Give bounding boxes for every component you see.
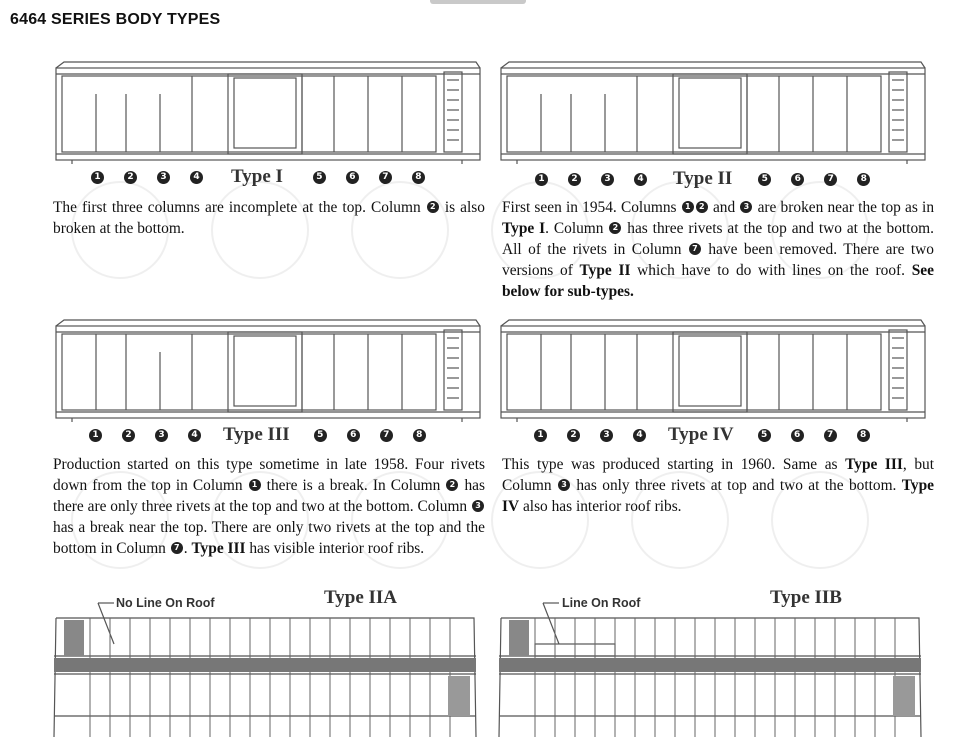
column-marker: 8 bbox=[413, 429, 426, 442]
column-marker: 4 bbox=[633, 429, 646, 442]
type-label: Type III bbox=[223, 424, 290, 445]
column-numbers-type-2 bbox=[535, 168, 870, 190]
column-marker: 8 bbox=[857, 429, 870, 442]
page-title: 6464 SERIES BODY TYPES bbox=[10, 11, 221, 28]
column-marker: 1 bbox=[535, 173, 548, 186]
column-numbers-type-3 bbox=[89, 424, 426, 446]
column-marker: 6 bbox=[346, 171, 359, 184]
column-marker: 6 bbox=[791, 173, 804, 186]
column-marker: 3 bbox=[157, 171, 170, 184]
roof-note-no-line: No Line On Roof bbox=[116, 596, 215, 610]
column-marker: 5 bbox=[313, 171, 326, 184]
column-marker: 7 bbox=[379, 171, 392, 184]
roof-type-iia-title: Type IIA bbox=[324, 587, 398, 608]
type-label: Type I bbox=[231, 166, 283, 187]
column-marker: 4 bbox=[190, 171, 203, 184]
column-marker: 8 bbox=[857, 173, 870, 186]
column-marker: 3 bbox=[155, 429, 168, 442]
roof-type-iib-title: Type IIB bbox=[770, 587, 842, 608]
column-marker: 2 bbox=[124, 171, 137, 184]
type-2-description: First seen in 1954. Columns 1 2 and 3 are broken near the top as in Type I. Column 2 has three rivets at the top and two at the bottom. All of the rivets in Column 7 have been removed. There are two versions of Type II which have to do with lines on the roof. See below for sub-types. bbox=[502, 199, 935, 300]
top-scroll-tab bbox=[430, 0, 526, 4]
type-1-description: The first three columns are incomplete at the top. Column 2 is also broken at the bottom. bbox=[53, 199, 485, 237]
roof-diagram-type-iia bbox=[50, 596, 482, 742]
column-marker: 3 bbox=[600, 429, 613, 442]
car-side-type-3 bbox=[52, 314, 482, 422]
column-marker: 2 bbox=[122, 429, 135, 442]
column-marker: 5 bbox=[758, 173, 771, 186]
roof-diagram-type-iib bbox=[495, 596, 927, 742]
column-marker: 7 bbox=[824, 173, 837, 186]
type-label: Type II bbox=[673, 168, 733, 189]
column-marker: 5 bbox=[758, 429, 771, 442]
column-marker: 1 bbox=[534, 429, 547, 442]
column-numbers-type-4 bbox=[534, 424, 870, 446]
column-marker: 7 bbox=[824, 429, 837, 442]
type-label: Type IV bbox=[668, 424, 734, 445]
column-numbers-type-1 bbox=[91, 166, 425, 188]
column-marker: 4 bbox=[634, 173, 647, 186]
column-marker: 1 bbox=[91, 171, 104, 184]
column-marker: 6 bbox=[347, 429, 360, 442]
car-side-type-4 bbox=[497, 314, 927, 422]
column-marker: 5 bbox=[314, 429, 327, 442]
column-marker: 3 bbox=[601, 173, 614, 186]
column-marker: 4 bbox=[188, 429, 201, 442]
column-marker: 7 bbox=[380, 429, 393, 442]
column-marker: 2 bbox=[567, 429, 580, 442]
type-4-description: This type was produced starting in 1960. Same as Type III, but Column 3 has only three rivets at top and two at the bottom. Type IV also has interior roof ribs. bbox=[502, 456, 934, 515]
column-marker: 6 bbox=[791, 429, 804, 442]
column-marker: 1 bbox=[89, 429, 102, 442]
column-marker: 2 bbox=[568, 173, 581, 186]
roof-note-line: Line On Roof bbox=[562, 596, 641, 610]
column-marker: 8 bbox=[412, 171, 425, 184]
type-3-description: Production started on this type sometime in late 1958. Four rivets down from the top in Column 1 there is a break. In Column 2 has there are only three rivets at the top and two at the bottom. Column 3 has a break near the top. There are only two rivets at the top and the bottom in Column 7 . Type III has visible interior roof ribs. bbox=[53, 456, 485, 557]
car-side-type-1 bbox=[52, 56, 482, 164]
car-side-type-2 bbox=[497, 56, 927, 164]
